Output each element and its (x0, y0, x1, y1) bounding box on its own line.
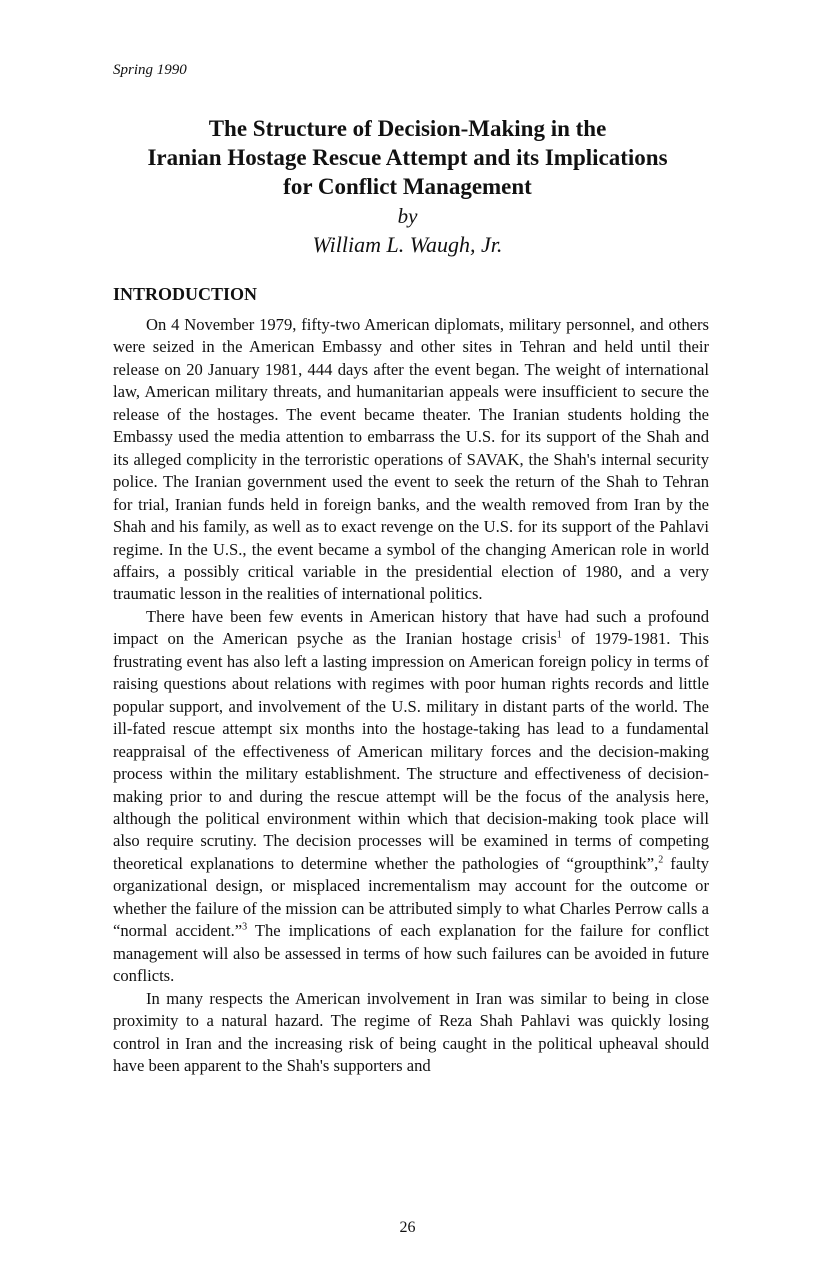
paragraph-text: faulty organizational design, or misplaced incrementalism may account for the outcome or whether the failure of the mission can be attributed simply to what Charles Perrow calls a “normal accident.” (113, 853, 709, 941)
paragraph-text: of 1979-1981. This frustrating event has also left a lasting impression on American foreign policy in terms of raising questions about relations with regimes with poor human rights records and little popular support, and involvement of the U.S. military in distant parts of the world. The ill-fated rescue attempt six months into the hostage-taking has lead to a fundamental reappraisal of the effectiveness of American military forces and the decision-making process within the military establishment. The structure and effectiveness of decision-making prior to and during the rescue attempt will be the focus of the analysis here, although the political environment within which that decision-making took place will also require scrutiny. The decision processes will be examined in terms of competing theoretical explanations to determine whether the pathologies of “groupthink”, (113, 629, 709, 873)
page-number: 26 (399, 1219, 416, 1236)
paragraph-text: There have been few events in American history that have had such a profound impact on the American psyche as the Iranian hostage crisis (113, 606, 709, 649)
footnote-marker: 1 (556, 629, 562, 641)
article-title (100, 114, 715, 201)
body-text (113, 314, 709, 1077)
section-heading: INTRODUCTION (113, 284, 258, 304)
running-head: Spring 1990 (113, 62, 187, 78)
title-line: for Conflict Management (283, 174, 532, 199)
footnote-marker: 3 (242, 921, 248, 933)
paragraph (113, 606, 709, 988)
author-name: William L. Waugh, Jr. (312, 232, 503, 257)
paragraph: On 4 November 1979, fifty-two American diplomats, military personnel, and others were seized in the American Embassy and other sites in Tehran and held until their release on 20 January 1981, 444 days after the event began. The weight of international law, American military threats, and humanitarian appeals were insufficient to secure the release of the hostages. The event became theater. The Iranian students holding the Embassy used the media attention to embarrass the U.S. for its support of the Shah and its alleged complicity in the terroristic operations of SAVAK, the Shah's internal security police. The Iranian government used the event to seek the return of the Shah to Tehran for trial, Iranian funds held in foreign banks, and the wealth removed from Iran by the Shah and his family, as well as to exact revenge on the U.S. for its support of the Pahlavi regime. In the U.S., the event became a symbol of the changing American role in world affairs, a possibly critical variable in the presidential election of 1980, and a very traumatic lesson in the realities of international politics. (113, 315, 709, 604)
paragraph-text: The implications of each explanation for the failure for conflict management will also be assessed in terms of how such failures can be avoided in future conflicts. (113, 921, 709, 986)
title-line: Iranian Hostage Rescue Attempt and its Implications (147, 145, 668, 170)
footnote-marker: 2 (658, 854, 664, 866)
byline-by: by (397, 204, 418, 228)
paragraph: In many respects the American involvement in Iran was similar to being in close proximity to a natural hazard. The regime of Reza Shah Pahlavi was quickly losing control in Iran and the increasing risk of being caught in the political upheaval should have been apparent to the Shah's supporters and (113, 988, 709, 1075)
title-line: The Structure of Decision-Making in the (208, 116, 607, 141)
